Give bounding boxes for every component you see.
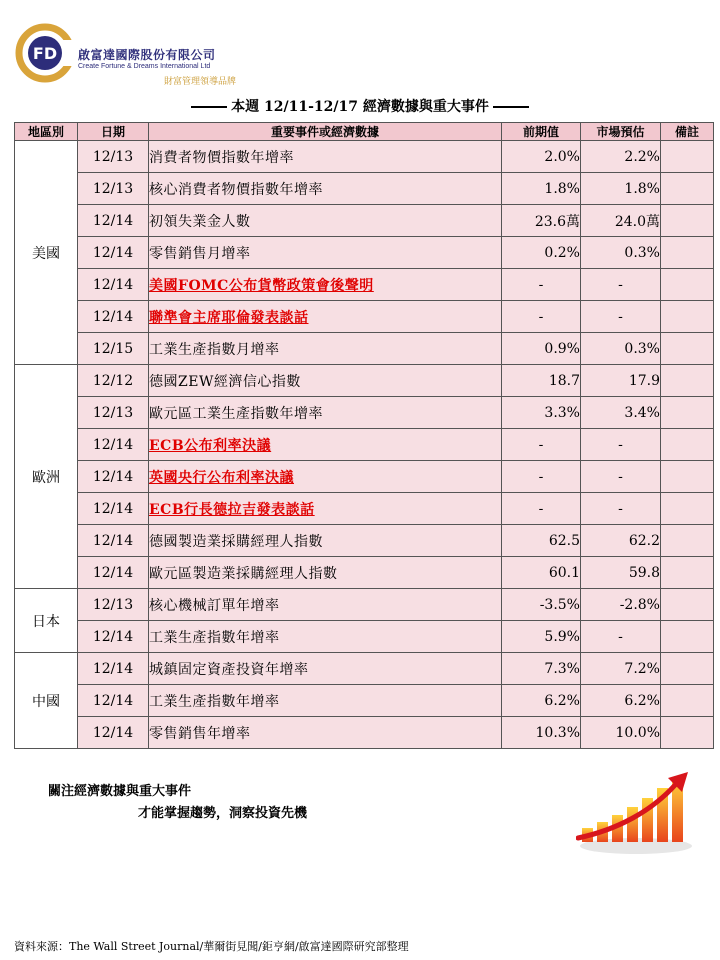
table-row: [15, 397, 714, 429]
prev-value-cell: 6.2%: [502, 685, 581, 717]
event-cell: 消費者物價指數年增率: [149, 141, 502, 173]
slogan-line-1: 關注經濟數據與重大事件: [48, 784, 192, 799]
event-cell: 德國製造業採購經理人指數: [149, 525, 502, 557]
prev-value-cell: -: [502, 301, 581, 333]
date-cell: 12/13: [78, 589, 149, 621]
date-cell: 12/14: [78, 557, 149, 589]
table-header-row: [15, 123, 714, 141]
date-cell: 12/13: [78, 173, 149, 205]
event-cell: 工業生產指數年增率: [149, 685, 502, 717]
date-cell: 12/14: [78, 269, 149, 301]
forecast-value-cell: 24.0萬: [581, 205, 661, 237]
date-cell: 12/14: [78, 301, 149, 333]
note-cell: [661, 301, 714, 333]
company-logo: [14, 22, 254, 92]
company-tagline: 財富管理領導品牌: [164, 77, 237, 87]
region-cell: 美國: [15, 141, 78, 365]
date-cell: 12/14: [78, 621, 149, 653]
event-cell: 歐元區製造業採購經理人指數: [149, 557, 502, 589]
prev-value-cell: -: [502, 493, 581, 525]
data-source-note: 資料來源：The Wall Street Journal/華爾街見聞/鉅亨網/啟富達國際研究部整理: [14, 940, 409, 953]
note-cell: [661, 685, 714, 717]
event-cell: 工業生產指數年增率: [149, 621, 502, 653]
event-cell: 核心機械訂單年增率: [149, 589, 502, 621]
event-cell: 工業生產指數月增率: [149, 333, 502, 365]
table-row: [15, 589, 714, 621]
note-cell: [661, 621, 714, 653]
date-cell: 12/13: [78, 397, 149, 429]
slogan-line-2: 才能掌握趨勢，洞察投資先機: [138, 806, 308, 821]
event-cell: 歐元區工業生產指數年增率: [149, 397, 502, 429]
table-row: [15, 333, 714, 365]
forecast-value-cell: -2.8%: [581, 589, 661, 621]
note-cell: [661, 493, 714, 525]
note-cell: [661, 269, 714, 301]
table-row: [15, 237, 714, 269]
header-forecast: 市場預估: [581, 123, 661, 141]
prev-value-cell: -3.5%: [502, 589, 581, 621]
event-cell: 核心消費者物價指數年增率: [149, 173, 502, 205]
note-cell: [661, 717, 714, 749]
table-row: [15, 685, 714, 717]
table-row: [15, 525, 714, 557]
note-cell: [661, 525, 714, 557]
prev-value-cell: 1.8%: [502, 173, 581, 205]
forecast-value-cell: 59.8: [581, 557, 661, 589]
event-cell: ECB行長德拉吉發表談話: [149, 493, 502, 525]
prev-value-cell: 7.3%: [502, 653, 581, 685]
date-cell: 12/14: [78, 525, 149, 557]
forecast-value-cell: 2.2%: [581, 141, 661, 173]
table-row: [15, 461, 714, 493]
table-row: [15, 621, 714, 653]
table-row: [15, 269, 714, 301]
header-region: 地區別: [15, 123, 78, 141]
page-title-row: [0, 96, 720, 116]
event-cell: 零售銷售年增率: [149, 717, 502, 749]
forecast-value-cell: -: [581, 621, 661, 653]
note-cell: [661, 589, 714, 621]
prev-value-cell: 10.3%: [502, 717, 581, 749]
table-row: [15, 301, 714, 333]
note-cell: [661, 557, 714, 589]
forecast-value-cell: 7.2%: [581, 653, 661, 685]
prev-value-cell: 60.1: [502, 557, 581, 589]
forecast-value-cell: -: [581, 461, 661, 493]
date-cell: 12/14: [78, 493, 149, 525]
forecast-value-cell: 62.2: [581, 525, 661, 557]
note-cell: [661, 205, 714, 237]
table-row: [15, 493, 714, 525]
table-row: [15, 557, 714, 589]
note-cell: [661, 461, 714, 493]
header-note: 備註: [661, 123, 714, 141]
prev-value-cell: 0.9%: [502, 333, 581, 365]
company-english-name: Create Fortune & Dreams International Ltd: [78, 63, 211, 70]
table-row: [15, 205, 714, 237]
date-cell: 12/15: [78, 333, 149, 365]
date-cell: 12/14: [78, 237, 149, 269]
event-cell: 英國央行公布利率決議: [149, 461, 502, 493]
prev-value-cell: 18.7: [502, 365, 581, 397]
title-left-rule: [191, 106, 227, 108]
date-cell: 12/14: [78, 461, 149, 493]
prev-value-cell: 3.3%: [502, 397, 581, 429]
date-cell: 12/14: [78, 717, 149, 749]
prev-value-cell: -: [502, 461, 581, 493]
events-table-body: [15, 141, 714, 749]
forecast-value-cell: 17.9: [581, 365, 661, 397]
note-cell: [661, 141, 714, 173]
forecast-value-cell: 3.4%: [581, 397, 661, 429]
table-row: [15, 141, 714, 173]
table-row: [15, 365, 714, 397]
date-cell: 12/13: [78, 141, 149, 173]
region-cell: 歐洲: [15, 365, 78, 589]
event-cell: 美國FOMC公布貨幣政策會後聲明: [149, 269, 502, 301]
date-cell: 12/14: [78, 205, 149, 237]
note-cell: [661, 429, 714, 461]
note-cell: [661, 333, 714, 365]
header-event: 重要事件或經濟數據: [149, 123, 502, 141]
forecast-value-cell: 6.2%: [581, 685, 661, 717]
event-cell: 零售銷售月增率: [149, 237, 502, 269]
forecast-value-cell: 10.0%: [581, 717, 661, 749]
table-row: [15, 429, 714, 461]
event-cell: 聯準會主席耶倫發表談話: [149, 301, 502, 333]
table-row: [15, 717, 714, 749]
forecast-value-cell: -: [581, 493, 661, 525]
region-cell: 中國: [15, 653, 78, 749]
prev-value-cell: -: [502, 429, 581, 461]
prev-value-cell: 0.2%: [502, 237, 581, 269]
logo-letters: FD: [32, 44, 58, 63]
table-row: [15, 653, 714, 685]
note-cell: [661, 365, 714, 397]
growth-chart-icon: [576, 770, 694, 856]
event-cell: 初領失業金人數: [149, 205, 502, 237]
prev-value-cell: 62.5: [502, 525, 581, 557]
prev-value-cell: 23.6萬: [502, 205, 581, 237]
header-prev: 前期值: [502, 123, 581, 141]
date-cell: 12/12: [78, 365, 149, 397]
prev-value-cell: 5.9%: [502, 621, 581, 653]
forecast-value-cell: 0.3%: [581, 333, 661, 365]
event-cell: 城鎮固定資產投資年增率: [149, 653, 502, 685]
title-right-rule: [493, 106, 529, 108]
date-cell: 12/14: [78, 685, 149, 717]
page-title: 本週 12/11-12/17 經濟數據與重大事件: [231, 99, 489, 115]
event-cell: ECB公布利率決議: [149, 429, 502, 461]
region-cell: 日本: [15, 589, 78, 653]
note-cell: [661, 237, 714, 269]
logo-mark-icon: [14, 22, 76, 84]
forecast-value-cell: -: [581, 269, 661, 301]
forecast-value-cell: 0.3%: [581, 237, 661, 269]
forecast-value-cell: 1.8%: [581, 173, 661, 205]
note-cell: [661, 653, 714, 685]
company-name: 啟富達國際股份有限公司: [78, 48, 216, 62]
events-table: [14, 122, 714, 749]
note-cell: [661, 397, 714, 429]
date-cell: 12/14: [78, 653, 149, 685]
table-row: [15, 173, 714, 205]
forecast-value-cell: -: [581, 301, 661, 333]
prev-value-cell: 2.0%: [502, 141, 581, 173]
date-cell: 12/14: [78, 429, 149, 461]
header-date: 日期: [78, 123, 149, 141]
event-cell: 德國ZEW經濟信心指數: [149, 365, 502, 397]
note-cell: [661, 173, 714, 205]
prev-value-cell: -: [502, 269, 581, 301]
forecast-value-cell: -: [581, 429, 661, 461]
